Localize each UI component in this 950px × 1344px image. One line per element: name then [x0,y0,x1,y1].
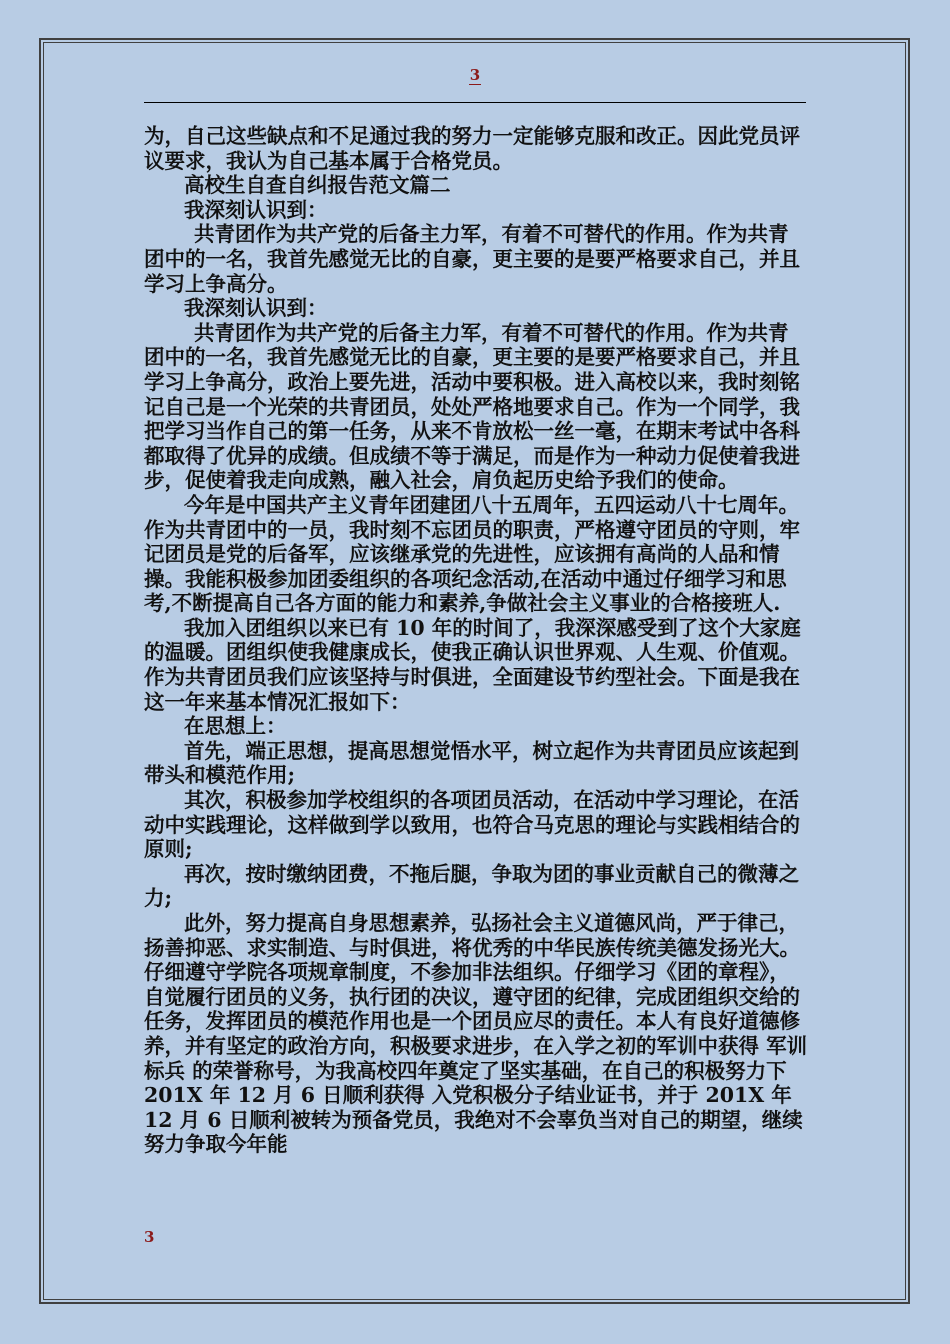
paragraph: 共青团作为共产党的后备主力军，有着不可替代的作用。作为共青团中的一名，我首先感觉无比的自豪，更主要的是要严格要求自己，并且学习上争高分，政治上要先进，活动中要积极。进入高校以来，我时刻铭记自己是一个光荣的共青团员，处处严格地要求自己。作为一个同学，我把学习当作自己的第一任务，从来不肯放松一丝一毫，在期末考试中各科都取得了优异的成绩。但成绩不等于满足，而是作为一种动力促使着我进步，促使着我走向成熟，融入社会，肩负起历史给予我们的使命。 [144,320,800,493]
paragraph: 我深刻认识到： [184,296,328,321]
paragraph: 为，自己这些缺点和不足通过我的努力一定能够克服和改正。因此党员评议要求，我认为自己基本属于合格党员。 [144,124,800,173]
paragraph: 共青团作为共产党的后备主力军，有着不可替代的作用。作为共青团中的一名，我首先感觉无比的自豪，更主要的是要严格要求自己，并且学习上争高分。 [144,222,800,296]
paragraph: 在思想上： [184,714,287,739]
paragraph: 其次，积极参加学校组织的各项团员活动，在活动中学习理论，在活动中实践理论，这样做到学以致用，也符合马克思的理论与实践相结合的原则; [144,788,800,862]
page-footer-number: 3 [144,1228,155,1246]
section-title: 高校生自查自纠报告范文篇二 [184,173,451,198]
document-body [144,124,808,1157]
header-divider [144,102,806,103]
paragraph: 此外，努力提高自身思想素养，弘扬社会主义道德风尚，严于律己，扬善抑恶、求实制造、与时俱进，将优秀的中华民族传统美德发扬光大。仔细遵守学院各项规章制度，不参加非法组织。仔细学习《团的章程》，自觉履行团员的义务，执行团的决议，遵守团的纪律，完成团组织交给的任务，发挥团员的模范作用也是一个团员应尽的责任。本人有良好道德修养，并有坚定的政治方向，积极要求进步，在入学之初的军训中获得 军训标兵 的荣誉称号，为我高校四年奠定了坚实基础，在自己的积极努力下 201X 年 12 月 6 日顺利获得 入党积极分子结业证书，并于 201X 年 12 月 6 日顺利被转为预备党员，我绝对不会辜负当对自己的期望，继续努力争取今年能 [144,911,808,1157]
paragraph: 我深刻认识到： [184,197,328,222]
paragraph: 今年是中国共产主义青年团建团八十五周年，五四运动八十七周年。作为共青团中的一员，我时刻不忘团员的职责，严格遵守团员的守则，牢记团员是党的后备军，应该继承党的先进性，应该拥有高尚的人品和情操。我能积极参加团委组织的各项纪念活动,在活动中通过仔细学习和思考,不断提高自己各方面的能力和素养,争做社会主义事业的合格接班人. [144,492,800,616]
paragraph: 我加入团组织以来已有 10 年的时间了，我深深感受到了这个大家庭的温暖。团组织使我健康成长，使我正确认识世界观、人生观、价值观。作为共青团员我们应该坚持与时俱进，全面建设节约型社会。下面是我在这一年来基本情况汇报如下： [144,615,801,714]
paragraph: 首先，端正思想，提高思想觉悟水平，树立起作为共青团员应该起到带头和模范作用; [144,738,799,788]
page-header-number: 3 [469,66,481,84]
paragraph: 再次，按时缴纳团费，不拖后腿，争取为团的事业贡献自己的微薄之力; [144,861,799,911]
